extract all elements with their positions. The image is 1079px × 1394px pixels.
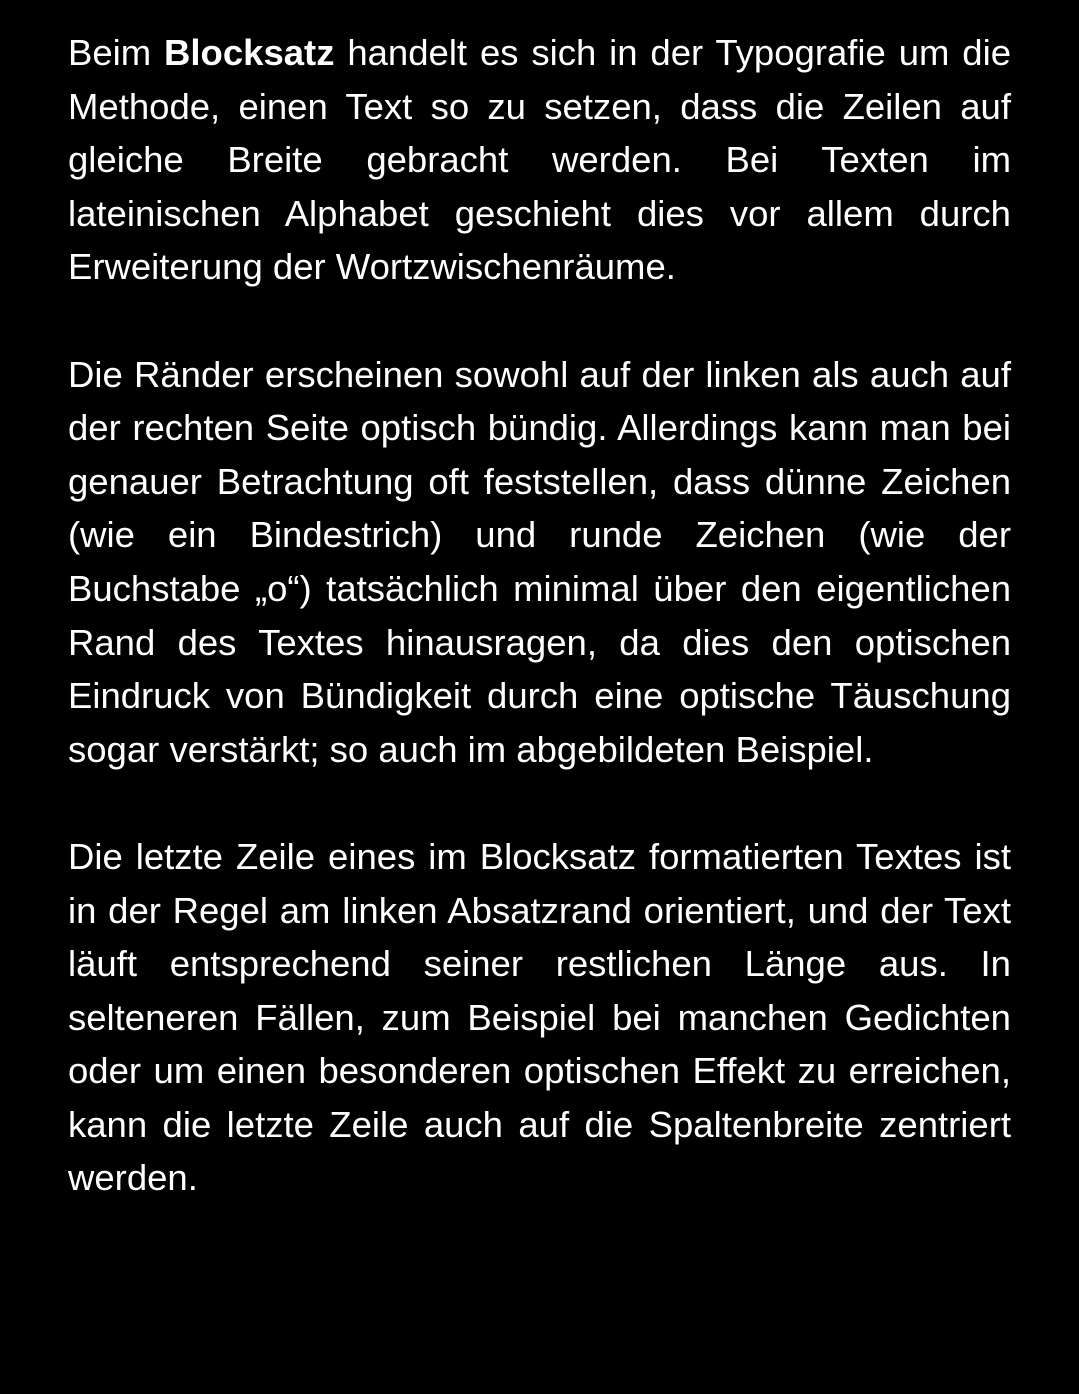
paragraph-1-rest: handelt es sich in der Typografie um die Methode, einen Text so zu setzen, dass die Zeilen auf gleiche Breite gebracht werden. Bei Texten im lateinischen Alphabet geschieht dies vor allem durch Erweiterung der Wortzwischenräume. — [68, 32, 1011, 288]
paragraph-3: Die letzte Zeile eines im Blocksatz formatierten Textes ist in der Regel am linken Absatzrand orientiert, und der Text läuft entsprechend seiner restlichen Länge aus. In selteneren Fällen, zum Beispiel bei manchen Gedichten oder um einen besonderen optischen Effekt zu erreichen, kann die letzte Zeile auch auf die Spaltenbreite zentriert werden. — [68, 835, 1011, 1199]
paragraph-1-lead: Beim — [68, 32, 165, 73]
paragraph-2: Die Ränder erscheinen sowohl auf der linken als auch auf der rechten Seite optisch bündig. Allerdings kann man bei genauer Betrachtung oft feststellen, dass dünne Zeichen (wie ein Bindestrich) und runde Zeichen (wie der Buchstabe „o“) tatsächlich minimal über den eigentlichen Rand des Textes hinausragen, da dies den optischen Eindruck von Bündigkeit durch eine optische Täuschung sogar verstärkt; so auch im abgebildeten Beispiel. — [68, 353, 1011, 770]
justified-text-block — [68, 26, 1011, 1205]
paragraph-1 — [68, 26, 1011, 294]
bold-term-blocksatz: Blocksatz — [164, 32, 335, 73]
